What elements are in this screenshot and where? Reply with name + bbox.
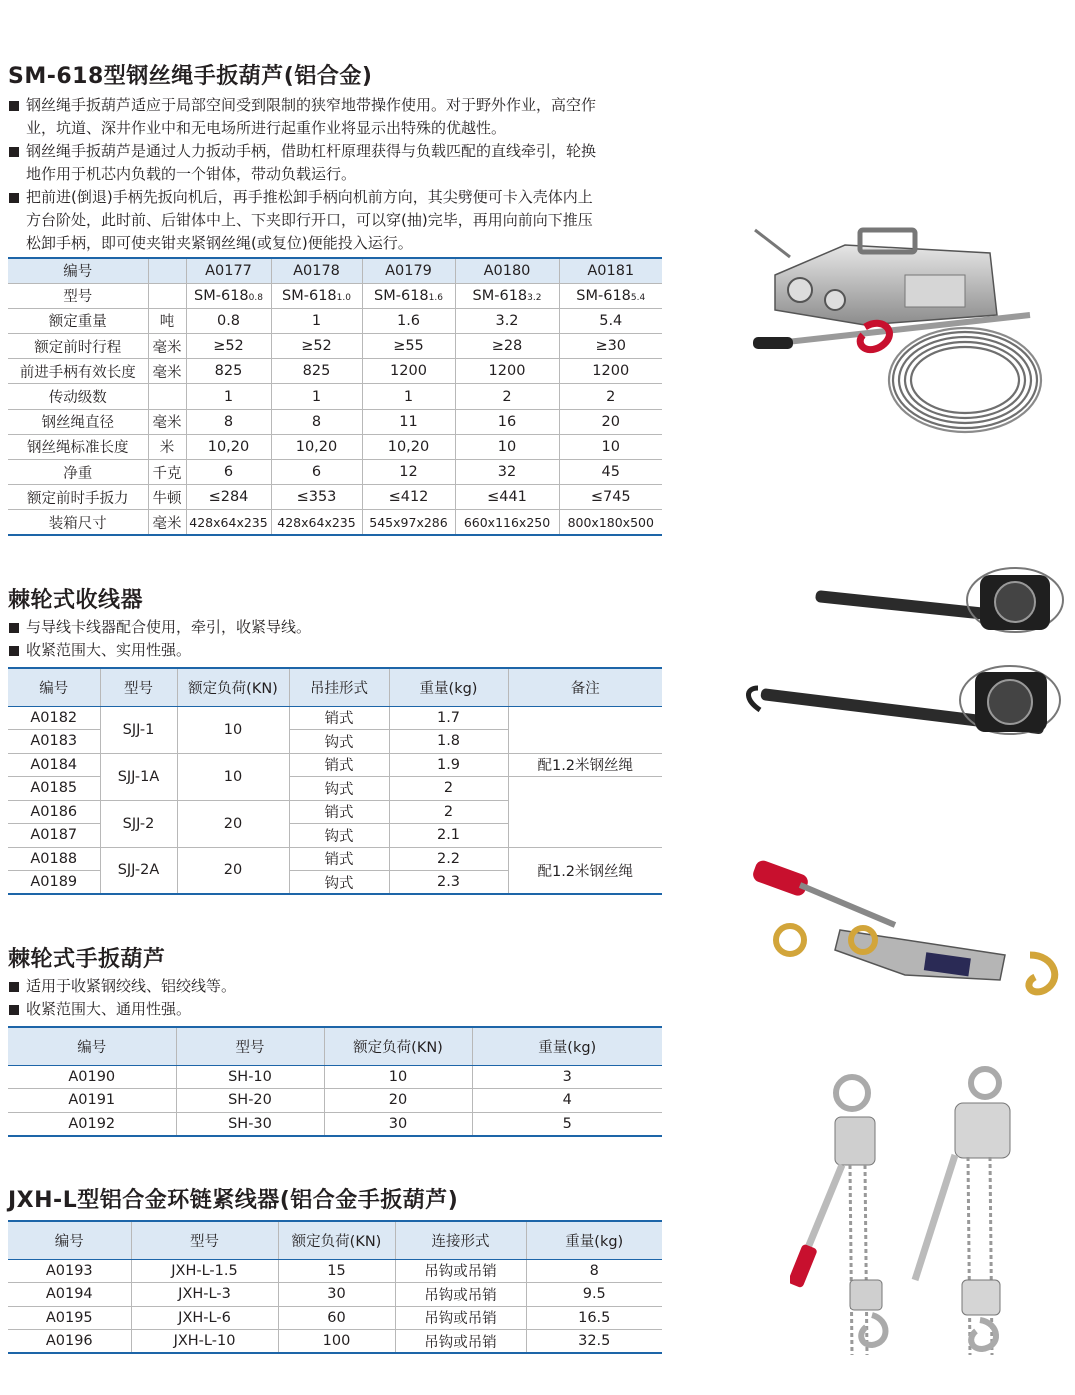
table-cell: 2 bbox=[559, 384, 662, 409]
section-chain-tensioner bbox=[8, 1186, 662, 1216]
table-row bbox=[8, 1330, 662, 1354]
table-cell: 钩式 bbox=[289, 824, 389, 848]
table-cell: 10 bbox=[177, 753, 289, 800]
table-cell: A0194 bbox=[8, 1283, 131, 1307]
table-cell: 10 bbox=[324, 1065, 472, 1089]
wire-rope-hoist-image bbox=[735, 215, 1065, 445]
section-ratchet-hand-hoist bbox=[8, 945, 662, 1021]
bullet-list bbox=[8, 94, 662, 255]
table-cell: 1.6 bbox=[362, 308, 455, 333]
table-cell: 销式 bbox=[289, 800, 389, 824]
table-cell: 10 bbox=[559, 434, 662, 459]
table-cell: A0183 bbox=[8, 730, 100, 754]
table-cell: SH-30 bbox=[176, 1112, 324, 1136]
table-cell: 销式 bbox=[289, 706, 389, 730]
table-cell: 千克 bbox=[148, 460, 186, 485]
table-cell: 60 bbox=[278, 1306, 395, 1330]
table-cell: ≥30 bbox=[559, 334, 662, 359]
spec-table-chain-tensioner bbox=[8, 1220, 662, 1354]
table-cell: 1.8 bbox=[389, 730, 508, 754]
table-cell: 吊钩或吊销 bbox=[395, 1306, 526, 1330]
table-cell: A0192 bbox=[8, 1112, 176, 1136]
table-cell: 32.5 bbox=[526, 1330, 662, 1354]
table-cell: 1 bbox=[271, 308, 362, 333]
table-cell: 牛顿 bbox=[148, 485, 186, 510]
table-header-cell: 重量(kg) bbox=[472, 1027, 662, 1065]
table-cell: 钩式 bbox=[289, 777, 389, 801]
table-cell: JXH-L-10 bbox=[131, 1330, 278, 1354]
table-cell: 825 bbox=[271, 359, 362, 384]
table-cell: 20 bbox=[177, 800, 289, 847]
table-cell: 32 bbox=[455, 460, 559, 485]
table-header-cell: 重量(kg) bbox=[389, 668, 508, 706]
table-cell: 传动级数 bbox=[8, 384, 148, 409]
table-header-cell: 编号 bbox=[8, 1221, 131, 1259]
table-cell: A0191 bbox=[8, 1089, 176, 1113]
table-row bbox=[8, 1306, 662, 1330]
table-cell: 428x64x235 bbox=[186, 510, 271, 535]
table-row bbox=[8, 706, 662, 730]
table-cell: 销式 bbox=[289, 753, 389, 777]
table-header-cell: 型号 bbox=[176, 1027, 324, 1065]
table-cell: A0186 bbox=[8, 800, 100, 824]
table-cell: 4 bbox=[472, 1089, 662, 1113]
table-header-cell: 型号 bbox=[100, 668, 177, 706]
table-row bbox=[8, 460, 662, 485]
table-cell: 吨 bbox=[148, 308, 186, 333]
table-cell: SJJ-2A bbox=[100, 847, 177, 894]
table-cell: 1200 bbox=[559, 359, 662, 384]
table-cell: SH-20 bbox=[176, 1089, 324, 1113]
table-header-cell: 额定负荷(KN) bbox=[177, 668, 289, 706]
table-cell: SH-10 bbox=[176, 1065, 324, 1089]
table-cell: 钢丝绳直径 bbox=[8, 409, 148, 434]
section-title-chain-tensioner: JXH-L型铝合金环链紧线器(铝合金手扳葫芦) bbox=[8, 1188, 459, 1213]
table-cell: 11 bbox=[362, 409, 455, 434]
table-cell: SJJ-1 bbox=[100, 706, 177, 753]
table-cell: 12 bbox=[362, 460, 455, 485]
table-cell: A0182 bbox=[8, 706, 100, 730]
table-cell: JXH-L-3 bbox=[131, 1283, 278, 1307]
table-cell: 吊钩或吊销 bbox=[395, 1259, 526, 1283]
table-cell: 额定前时手扳力 bbox=[8, 485, 148, 510]
table-cell: A0195 bbox=[8, 1306, 131, 1330]
table-header-row bbox=[8, 1027, 662, 1065]
table-cell: A0178 bbox=[271, 258, 362, 283]
spec-table-wire-rope-hoist bbox=[8, 257, 662, 536]
table-row bbox=[8, 359, 662, 384]
table-cell: 毫米 bbox=[148, 510, 186, 535]
table-cell: 1 bbox=[186, 384, 271, 409]
bullet-list bbox=[8, 975, 662, 1021]
table-cell: 1 bbox=[271, 384, 362, 409]
table-cell: 0.8 bbox=[186, 308, 271, 333]
table-cell: 吊钩或吊销 bbox=[395, 1283, 526, 1307]
bullet-item: 收紧范围大、实用性强。 bbox=[8, 639, 662, 662]
table-cell: A0181 bbox=[559, 258, 662, 283]
table-cell: JXH-L-1.5 bbox=[131, 1259, 278, 1283]
table-row bbox=[8, 384, 662, 409]
table-cell: 10,20 bbox=[362, 434, 455, 459]
table-cell: 钩式 bbox=[289, 871, 389, 895]
table-cell: 660x116x250 bbox=[455, 510, 559, 535]
table-cell: 1 bbox=[362, 384, 455, 409]
table-header-cell: 型号 bbox=[131, 1221, 278, 1259]
table-header-cell: 备注 bbox=[508, 668, 662, 706]
table-cell: A0190 bbox=[8, 1065, 176, 1089]
table-cell: SM-6180.8 bbox=[186, 283, 271, 308]
table-cell bbox=[508, 706, 662, 753]
table-cell: ≥28 bbox=[455, 334, 559, 359]
table-cell: 10 bbox=[455, 434, 559, 459]
table-row bbox=[8, 283, 662, 308]
section-title-ratchet-hand-hoist: 棘轮式手扳葫芦 bbox=[8, 947, 166, 972]
table-header-cell: 编号 bbox=[8, 668, 100, 706]
table-cell: A0196 bbox=[8, 1330, 131, 1354]
table-header-row bbox=[8, 258, 662, 283]
table-cell: 毫米 bbox=[148, 359, 186, 384]
table-cell: 3 bbox=[472, 1065, 662, 1089]
spec-table-ratchet-tensioner bbox=[8, 667, 662, 895]
table-cell: A0179 bbox=[362, 258, 455, 283]
table-cell: 2.3 bbox=[389, 871, 508, 895]
table-cell: 5 bbox=[472, 1112, 662, 1136]
table-row bbox=[8, 847, 662, 871]
table-cell: 20 bbox=[324, 1089, 472, 1113]
table-cell bbox=[508, 777, 662, 848]
table-cell: 20 bbox=[177, 847, 289, 894]
table-cell bbox=[148, 384, 186, 409]
table-cell bbox=[148, 283, 186, 308]
table-cell: 10,20 bbox=[186, 434, 271, 459]
table-cell bbox=[148, 258, 186, 283]
table-cell: 2 bbox=[389, 777, 508, 801]
table-cell: A0177 bbox=[186, 258, 271, 283]
table-cell: ≥55 bbox=[362, 334, 455, 359]
table-cell: SM-6181.0 bbox=[271, 283, 362, 308]
table-cell: 2.1 bbox=[389, 824, 508, 848]
table-cell: 毫米 bbox=[148, 334, 186, 359]
table-cell: 净重 bbox=[8, 460, 148, 485]
table-cell: 45 bbox=[559, 460, 662, 485]
table-cell: 2 bbox=[455, 384, 559, 409]
table-cell: ≤353 bbox=[271, 485, 362, 510]
table-cell: JXH-L-6 bbox=[131, 1306, 278, 1330]
table-cell: 15 bbox=[278, 1259, 395, 1283]
table-cell: 3.2 bbox=[455, 308, 559, 333]
ratchet-hand-hoist-image bbox=[745, 855, 1070, 1005]
bullet-item: 钢丝绳手扳葫芦适应于局部空间受到限制的狭窄地带操作使用。对于野外作业，高空作 业，坑道、深井作业中和无电场所进行起重作业将显示出特殊的优越性。 bbox=[8, 94, 662, 140]
table-header-cell: 连接形式 bbox=[395, 1221, 526, 1259]
table-cell: 10,20 bbox=[271, 434, 362, 459]
table-cell: ≤284 bbox=[186, 485, 271, 510]
table-cell: 10 bbox=[177, 706, 289, 753]
table-cell: 825 bbox=[186, 359, 271, 384]
section-wire-rope-hoist bbox=[8, 62, 662, 255]
table-row bbox=[8, 753, 662, 777]
table-cell: A0187 bbox=[8, 824, 100, 848]
table-cell: 1.9 bbox=[389, 753, 508, 777]
table-cell: 米 bbox=[148, 434, 186, 459]
table-cell: 9.5 bbox=[526, 1283, 662, 1307]
table-cell: 16 bbox=[455, 409, 559, 434]
table-cell: 20 bbox=[559, 409, 662, 434]
table-row bbox=[8, 334, 662, 359]
table-header-cell: 编号 bbox=[8, 1027, 176, 1065]
table-cell: 2 bbox=[389, 800, 508, 824]
table-cell: 装箱尺寸 bbox=[8, 510, 148, 535]
table-cell: SM-6183.2 bbox=[455, 283, 559, 308]
bullet-list bbox=[8, 616, 662, 662]
table-cell: 钩式 bbox=[289, 730, 389, 754]
spec-table-ratchet-hand-hoist bbox=[8, 1026, 662, 1137]
bullet-item: 收紧范围大、通用性强。 bbox=[8, 998, 662, 1021]
table-cell: 6 bbox=[271, 460, 362, 485]
table-cell: 30 bbox=[278, 1283, 395, 1307]
table-cell: A0184 bbox=[8, 753, 100, 777]
table-row bbox=[8, 409, 662, 434]
chain-tensioner-image bbox=[790, 1065, 1045, 1360]
table-cell: 8 bbox=[186, 409, 271, 434]
table-cell: 1.7 bbox=[389, 706, 508, 730]
table-cell: 额定前时行程 bbox=[8, 334, 148, 359]
table-cell: A0180 bbox=[455, 258, 559, 283]
bullet-item: 把前进(倒退)手柄先扳向机后，再手推松卸手柄向机前方向，其尖劈便可卡入壳体内上 方台阶处，此时前、后钳体中上、下夹即行开口，可以穿(抽)完毕，再用向前向下推压 松卸手柄，即可使夹钳夹紧钢丝绳(或复位)便能投入运行。 bbox=[8, 186, 662, 255]
table-cell: SM-6181.6 bbox=[362, 283, 455, 308]
table-cell: 1200 bbox=[455, 359, 559, 384]
table-cell: A0189 bbox=[8, 871, 100, 895]
table-header-row bbox=[8, 1221, 662, 1259]
note-cell: 配1.2米钢丝绳 bbox=[508, 847, 662, 894]
table-cell: 吊钩或吊销 bbox=[395, 1330, 526, 1354]
table-cell: 800x180x500 bbox=[559, 510, 662, 535]
table-row bbox=[8, 1259, 662, 1283]
table-cell: A0188 bbox=[8, 847, 100, 871]
ratchet-tensioner-image bbox=[740, 560, 1070, 760]
table-header-cell: 额定负荷(KN) bbox=[278, 1221, 395, 1259]
section-ratchet-tensioner bbox=[8, 586, 662, 662]
table-row bbox=[8, 1112, 662, 1136]
bullet-item: 钢丝绳手扳葫芦是通过人力扳动手柄，借助杠杆原理获得与负载匹配的直线牵引，轮换 地作用于机芯内负载的一个钳体，带动负载运行。 bbox=[8, 140, 662, 186]
table-cell: 型号 bbox=[8, 283, 148, 308]
table-cell: ≤441 bbox=[455, 485, 559, 510]
table-cell: 前进手柄有效长度 bbox=[8, 359, 148, 384]
table-row bbox=[8, 1065, 662, 1089]
bullet-item: 适用于收紧钢绞线、铝绞线等。 bbox=[8, 975, 662, 998]
table-cell: 编号 bbox=[8, 258, 148, 283]
table-cell: SM-6185.4 bbox=[559, 283, 662, 308]
table-cell: 8 bbox=[271, 409, 362, 434]
table-cell: 428x64x235 bbox=[271, 510, 362, 535]
table-cell: 30 bbox=[324, 1112, 472, 1136]
table-row bbox=[8, 434, 662, 459]
table-header-cell: 吊挂形式 bbox=[289, 668, 389, 706]
table-cell: 销式 bbox=[289, 847, 389, 871]
table-cell: A0193 bbox=[8, 1259, 131, 1283]
table-cell: 16.5 bbox=[526, 1306, 662, 1330]
table-cell: 额定重量 bbox=[8, 308, 148, 333]
table-cell: 5.4 bbox=[559, 308, 662, 333]
table-cell: 2.2 bbox=[389, 847, 508, 871]
section-title-ratchet-tensioner: 棘轮式收线器 bbox=[8, 588, 144, 613]
table-row bbox=[8, 1283, 662, 1307]
table-cell: SJJ-2 bbox=[100, 800, 177, 847]
table-row bbox=[8, 308, 662, 333]
table-row bbox=[8, 1089, 662, 1113]
table-row bbox=[8, 485, 662, 510]
table-cell: 钢丝绳标准长度 bbox=[8, 434, 148, 459]
section-title-wire-rope-hoist: SM-618型钢丝绳手扳葫芦(铝合金) bbox=[8, 64, 373, 89]
table-cell: 1200 bbox=[362, 359, 455, 384]
table-cell: A0185 bbox=[8, 777, 100, 801]
table-cell: SJJ-1A bbox=[100, 753, 177, 800]
table-cell: ≤412 bbox=[362, 485, 455, 510]
note-cell: 配1.2米钢丝绳 bbox=[508, 753, 662, 777]
table-cell: ≤745 bbox=[559, 485, 662, 510]
table-cell: ≥52 bbox=[186, 334, 271, 359]
table-cell: 6 bbox=[186, 460, 271, 485]
table-header-row bbox=[8, 668, 662, 706]
table-cell: 545x97x286 bbox=[362, 510, 455, 535]
table-cell: 8 bbox=[526, 1259, 662, 1283]
table-header-cell: 额定负荷(KN) bbox=[324, 1027, 472, 1065]
table-cell: ≥52 bbox=[271, 334, 362, 359]
table-row bbox=[8, 510, 662, 535]
table-cell: 100 bbox=[278, 1330, 395, 1354]
table-header-cell: 重量(kg) bbox=[526, 1221, 662, 1259]
table-cell: 毫米 bbox=[148, 409, 186, 434]
bullet-item: 与导线卡线器配合使用，牵引，收紧导线。 bbox=[8, 616, 662, 639]
